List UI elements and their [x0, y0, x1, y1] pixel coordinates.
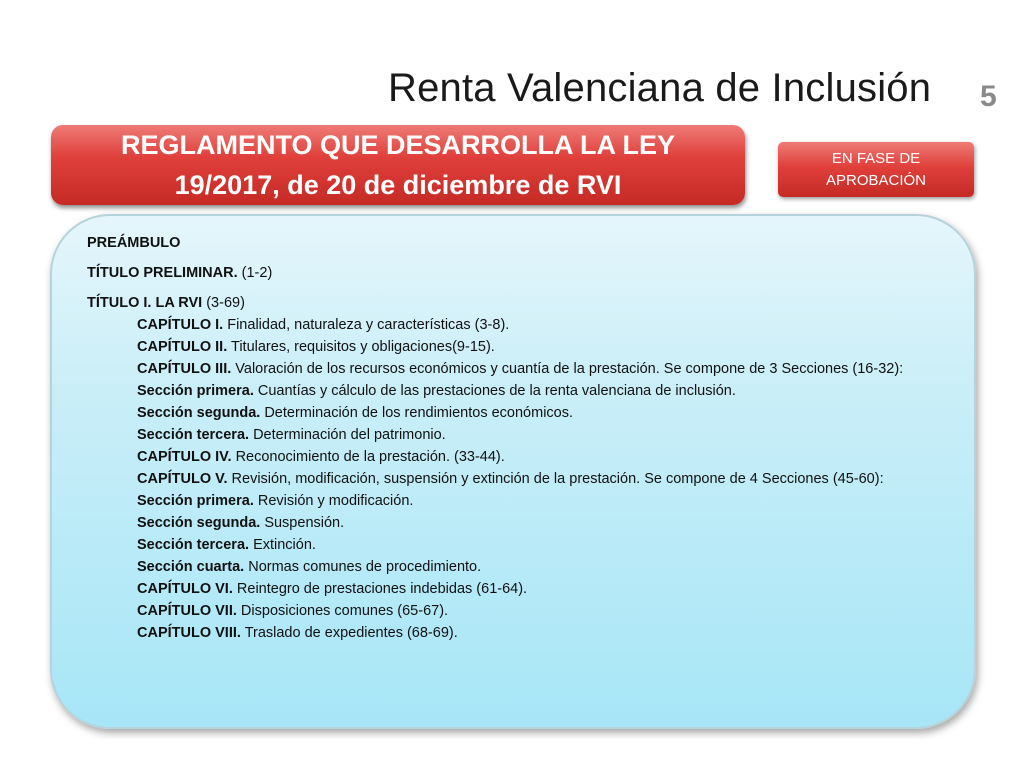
- outline-item-text: Disposiciones comunes (65-67).: [236, 603, 449, 619]
- outline-item: [87, 512, 937, 534]
- approval-status-badge: [778, 142, 974, 197]
- outline-item-label: CAPÍTULO II.: [137, 339, 228, 355]
- outline-item-label: Sección segunda.: [137, 515, 261, 531]
- outline-item-text: Cuantías y cálculo de las prestaciones de la renta valenciana de inclusión.: [253, 383, 736, 399]
- outline-item: [87, 446, 937, 468]
- outline-item: [87, 490, 937, 512]
- titulo-1-text: (3-69): [202, 295, 245, 311]
- outline-item-text: Determinación de los rendimientos económicos.: [260, 405, 574, 421]
- outline-item-text: Finalidad, naturaleza y características (3-8).: [223, 317, 510, 333]
- preambulo-heading: PREÁMBULO: [87, 235, 181, 251]
- outline-item: [87, 358, 937, 380]
- regulation-banner: [51, 125, 745, 205]
- outline-item-label: CAPÍTULO VIII.: [137, 625, 241, 641]
- status-line-1: EN FASE DE: [831, 149, 921, 167]
- slide-title: Renta Valenciana de Inclusión: [388, 66, 932, 110]
- outline-item-label: CAPÍTULO V.: [137, 471, 228, 487]
- outline-item-text: Determinación del patrimonio.: [249, 427, 446, 443]
- outline-item-text: Traslado de expedientes (68-69).: [240, 625, 458, 641]
- chapter-list: [87, 314, 937, 644]
- outline-item: [87, 402, 937, 424]
- outline-item: [87, 336, 937, 358]
- outline-item: [87, 424, 937, 446]
- status-line-2: APROBACIÓN: [825, 171, 927, 189]
- outline-item-label: CAPÍTULO VI.: [137, 581, 233, 597]
- outline-item: [87, 556, 937, 578]
- outline-item: [87, 534, 937, 556]
- outline-item-text: Normas comunes de procedimiento.: [244, 559, 482, 575]
- outline-item-label: Sección tercera.: [137, 427, 250, 443]
- outline-item-label: Sección primera.: [137, 383, 254, 399]
- outline-item-label: Sección primera.: [137, 493, 254, 509]
- outline-item: [87, 380, 937, 402]
- banner-line-2: 19/2017, de 20 de diciembre de RVI: [174, 170, 622, 200]
- outline-item-label: CAPÍTULO I.: [137, 317, 224, 333]
- banner-line-1: REGLAMENTO QUE DESARROLLA LA LEY: [120, 130, 675, 160]
- outline-item-label: Sección segunda.: [137, 405, 261, 421]
- outline-item-text: Revisión, modificación, suspensión y extinción de la prestación. Se compone de 4 Secciones (45-60):: [227, 471, 884, 487]
- outline-item-text: Reintegro de prestaciones indebidas (61-64).: [232, 581, 528, 597]
- outline-item: [87, 578, 937, 600]
- outline-item-label: CAPÍTULO IV.: [137, 449, 232, 465]
- outline-item-label: CAPÍTULO VII.: [137, 603, 237, 619]
- titulo-preliminar-label: TÍTULO PRELIMINAR.: [87, 265, 238, 281]
- outline-item-text: Extinción.: [249, 537, 316, 553]
- outline-item: [87, 622, 937, 644]
- outline-content: [87, 232, 937, 644]
- outline-item-text: Revisión y modificación.: [253, 493, 414, 509]
- titulo-1-label: TÍTULO I. LA RVI: [87, 295, 203, 311]
- outline-item-label: Sección tercera.: [137, 537, 250, 553]
- outline-item: [87, 314, 937, 336]
- outline-item-text: Suspensión.: [260, 515, 345, 531]
- outline-item-text: Valoración de los recursos económicos y cuantía de la prestación. Se compone de 3 Secciones (16-32):: [231, 361, 904, 377]
- outline-item: [87, 468, 937, 490]
- outline-item-label: Sección cuarta.: [137, 559, 245, 575]
- titulo-1-line: [87, 292, 937, 314]
- outline-item-label: CAPÍTULO III.: [137, 361, 232, 377]
- slide-number: 5: [980, 80, 997, 113]
- outline-item-text: Reconocimiento de la prestación. (33-44).: [231, 449, 505, 465]
- outline-item: [87, 600, 937, 622]
- titulo-preliminar-text: (1-2): [237, 265, 273, 281]
- outline-item-text: Titulares, requisitos y obligaciones(9-15).: [227, 339, 495, 355]
- titulo-preliminar-line: [87, 262, 937, 284]
